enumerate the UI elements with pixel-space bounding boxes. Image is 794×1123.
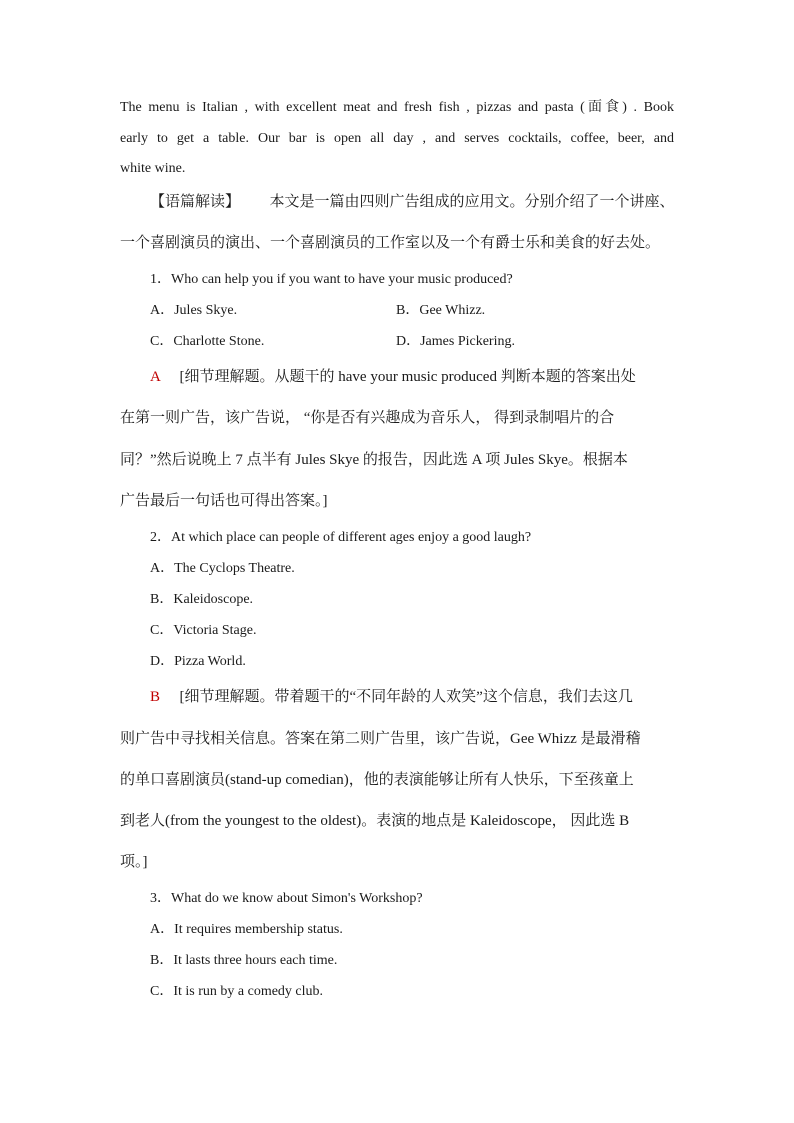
explanation-text: 到老人(from the youngest to the oldest)。表演的地点是 Kaleidoscope， 因此选 B xyxy=(120,813,630,829)
option: B．It lasts three hours each time. xyxy=(150,953,338,968)
explanation-text: 的单口喜剧演员(stand-up comedian)，他的表演能够让所有人快乐，下至孩童上 xyxy=(120,772,634,788)
question-stem: 3．What do we know about Simon's Workshop? xyxy=(150,891,423,906)
option: C．It is run by a comedy club. xyxy=(150,984,324,999)
explanation-text: 同？”然后说晚上 7 点半有 Jules Skye 的报告，因此选 A 项 Jules Skye。根据本 xyxy=(120,452,628,468)
question-stem: 2．At which place can people of different ages enjoy a good laugh? xyxy=(150,530,532,545)
passage-line: early to get a table. Our bar is open all day , and serves cocktails, coffee, beer, and xyxy=(120,131,674,146)
option: A．Jules Skye. xyxy=(150,303,238,318)
passage-line: white wine. xyxy=(120,161,186,176)
explanation-text: 在第一则广告，该广告说， “你是否有兴趣成为音乐人， 得到录制唱片的合 xyxy=(120,410,615,426)
option: C．Victoria Stage. xyxy=(150,623,257,638)
option: D．Pizza World. xyxy=(150,654,246,669)
question-stem: 1．Who can help you if you want to have your music produced? xyxy=(150,272,513,287)
explanation-text: 项。] xyxy=(120,854,148,870)
answer-explanation xyxy=(150,368,636,386)
option: B．Gee Whizz. xyxy=(396,303,486,318)
option: C．Charlotte Stone. xyxy=(150,334,265,349)
explanation-text: [细节理解题。从题干的 have your music produced 判断本题的答案出处 xyxy=(179,369,636,385)
option: D．James Pickering. xyxy=(396,334,515,349)
answer-letter: B xyxy=(150,689,161,705)
passage-line: The menu is Italian , with excellent meat and fresh fish , pizzas and pasta (面食) . Book xyxy=(120,100,674,115)
reading-analysis-text: 一个喜剧演员的演出、一个喜剧演员的工作室以及一个有爵士乐和美食的好去处。 xyxy=(120,235,661,251)
option: A．The Cyclops Theatre. xyxy=(150,561,295,576)
reading-analysis-tag: 【语篇解读】 xyxy=(150,194,241,210)
reading-analysis-text: 本文是一篇由四则广告组成的应用文。分别介绍了一个讲座、 xyxy=(269,194,675,210)
answer-explanation xyxy=(150,688,633,706)
explanation-text: 则广告中寻找相关信息。答案在第二则广告里，该广告说，Gee Whizz 是最滑稽 xyxy=(120,731,641,747)
option: A．It requires membership status. xyxy=(150,922,343,937)
option: B．Kaleidoscope. xyxy=(150,592,254,607)
answer-letter: A xyxy=(150,369,161,385)
explanation-text: 广告最后一句话也可得出答案。] xyxy=(120,493,328,509)
explanation-text: [细节理解题。带着题干的“不同年龄的人欢笑”这个信息，我们去这几 xyxy=(179,689,633,705)
reading-analysis xyxy=(150,193,675,211)
